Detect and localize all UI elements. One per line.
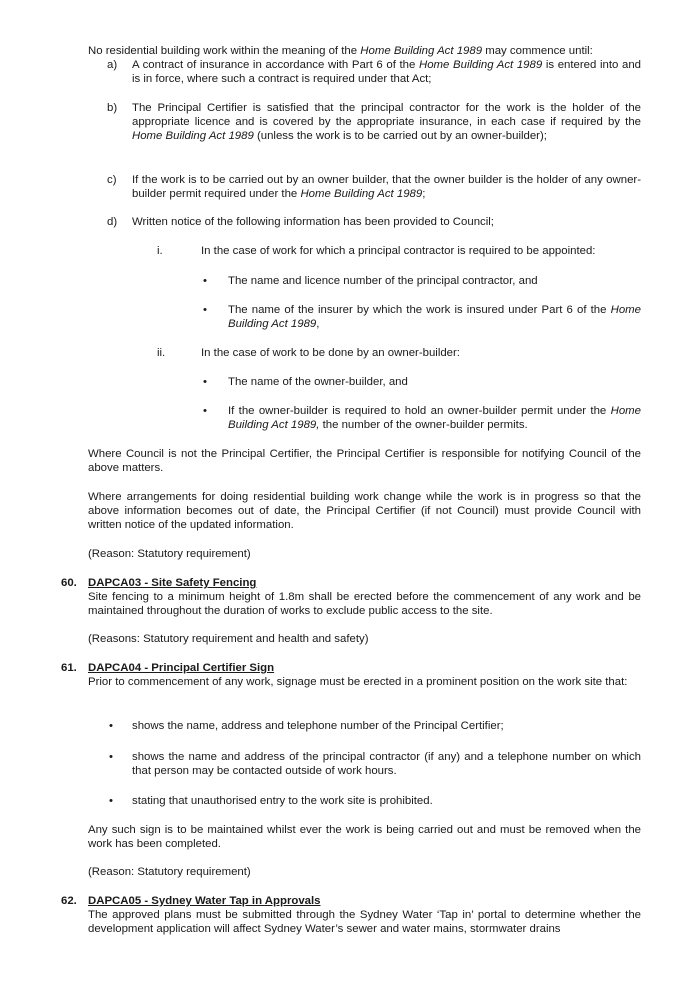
condition-61-bullet-1: shows the name, address and telephone number of the Principal Certifier; [132, 720, 504, 732]
bullet-icon: • [203, 405, 207, 417]
reason-statutory: (Reason: Statutory requirement) [88, 548, 251, 560]
item-b-text: The Principal Certifier is satisfied that the principal contractor for the work is the holder of the appropriate licence and is covered by the appropriate insurance, in each case if required by the Home Building Act 1989 (unless the work is to be carried out by an owner-builder); [132, 102, 641, 142]
sub-i-text: In the case of work for which a principal contractor is required to be appointed: [201, 245, 596, 257]
sub-ii-marker: ii. [157, 347, 166, 359]
bullet-icon: • [203, 376, 207, 388]
sub-ii-bullet-1: The name of the owner-builder, and [228, 376, 408, 388]
para-council: Where Council is not the Principal Certifier, the Principal Certifier is responsible for notifying Council of the above matters. [88, 448, 641, 474]
sub-i-marker: i. [157, 245, 163, 257]
sub-i-bullet-1: The name and licence number of the principal contractor, and [228, 275, 538, 287]
para-arrangements: Where arrangements for doing residential building work change while the work is in progress so that the above information becomes out of date, the Principal Certifier (if not Council) must provide Council with written notice of the updated information. [88, 491, 641, 531]
bullet-icon: • [109, 720, 113, 732]
condition-61-number: 61. [61, 662, 77, 674]
intro-line: No residential building work within the meaning of the Home Building Act 1989 may commence until: [88, 45, 593, 57]
bullet-icon: • [203, 304, 207, 316]
condition-60-reason: (Reasons: Statutory requirement and health and safety) [88, 633, 369, 645]
item-c-marker: c) [107, 174, 117, 186]
item-d-marker: d) [107, 216, 118, 228]
condition-61-reason: (Reason: Statutory requirement) [88, 866, 251, 878]
bullet-icon: • [203, 275, 207, 287]
bullet-icon: • [109, 751, 113, 763]
item-d-text: Written notice of the following information has been provided to Council; [132, 216, 494, 228]
item-c-text: If the work is to be carried out by an owner builder, that the owner builder is the holder of any owner-builder permit required under the Home Building Act 1989; [132, 174, 641, 200]
item-a-marker: a) [107, 59, 118, 71]
condition-61-body: Prior to commencement of any work, signage must be erected in a prominent position on the work site that: [88, 676, 628, 688]
condition-60-title: DAPCA03 - Site Safety Fencing [88, 577, 257, 589]
condition-60-number: 60. [61, 577, 77, 589]
sub-ii-bullet-2: If the owner-builder is required to hold an owner-builder permit under the Home Building Act 1989, the number of the owner-builder permits. [228, 405, 641, 431]
condition-62-title: DAPCA05 - Sydney Water Tap in Approvals [88, 895, 321, 907]
sub-i-bullet-2: The name of the insurer by which the work is insured under Part 6 of the Home Building Act 1989, [228, 304, 641, 330]
condition-62-body: The approved plans must be submitted through the Sydney Water ‘Tap in’ portal to determine whether the development application will affect Sydney Water’s sewer and water mains, stormwater drains [88, 909, 641, 935]
sub-ii-text: In the case of work to be done by an owner-builder: [201, 347, 460, 359]
bullet-icon: • [109, 795, 113, 807]
condition-60-body: Site fencing to a minimum height of 1.8m shall be erected before the commencement of any work and be maintained throughout the duration of works to exclude public access to the site. [88, 591, 641, 617]
item-b-marker: b) [107, 102, 118, 114]
item-a-text: A contract of insurance in accordance with Part 6 of the Home Building Act 1989 is entered into and is in force, where such a contract is required under that Act; [132, 59, 641, 85]
condition-61-after: Any such sign is to be maintained whilst ever the work is being carried out and must be removed when the work has been completed. [88, 824, 641, 850]
condition-61-bullet-2: shows the name and address of the principal contractor (if any) and a telephone number on which that person may be contacted outside of work hours. [132, 751, 641, 777]
condition-61-title: DAPCA04 - Principal Certifier Sign [88, 662, 275, 674]
condition-61-bullet-3: stating that unauthorised entry to the work site is prohibited. [132, 795, 433, 807]
condition-62-number: 62. [61, 895, 77, 907]
